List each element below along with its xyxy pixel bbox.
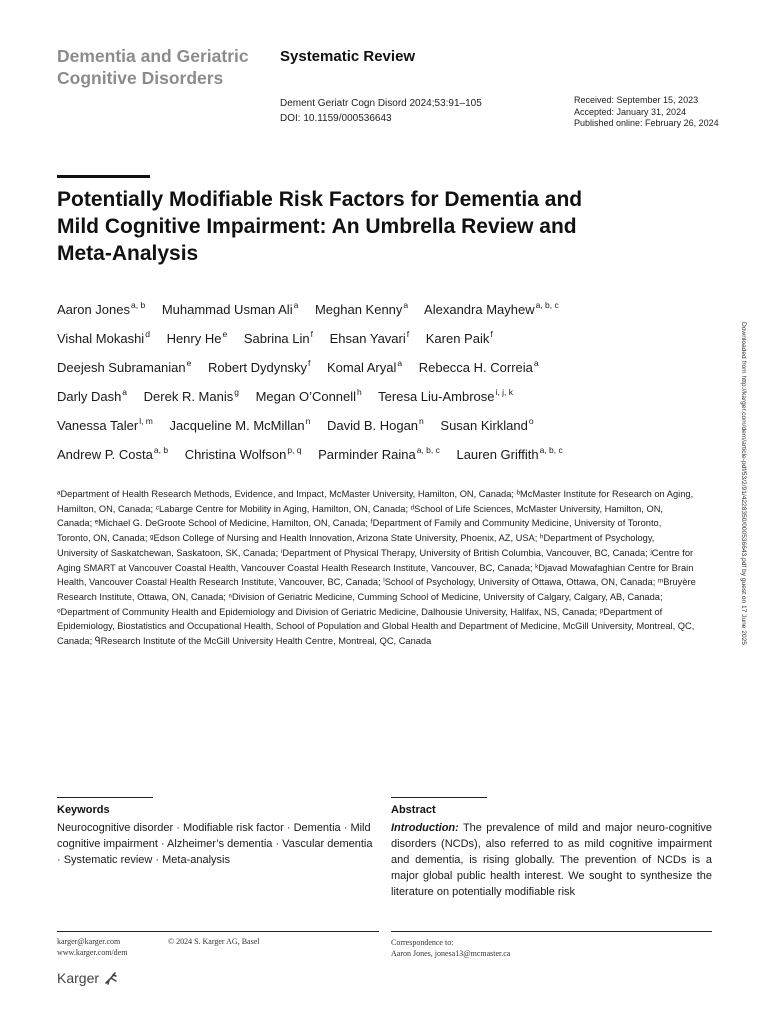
author-name: Deejesh Subramanian [57,360,186,375]
author-name: Derek R. Manis [143,389,234,404]
footer-correspondence [391,938,510,959]
author-item [170,418,311,433]
author-affiliation-marker: a, b, c [416,445,440,455]
author-name: Megan O’Connell [255,389,357,404]
author-item [57,302,145,317]
author-name: Lauren Griffith [456,447,539,462]
author-name: Rebecca H. Correia [418,360,533,375]
abstract-intro-text: The prevalence of mild and major neuro-cognitive disorders (NCDs), also referred to as mild cognitive impairment and dementia, is rising globally. The prevention of NCDs is a major global public health interest. We sought to synthesize the literature on potentially modifiable risk [391,822,712,898]
author-item [57,331,150,346]
doi[interactable]: DOI: 10.1159/000536643 [280,113,392,124]
author-name: Susan Kirkland [440,418,528,433]
accepted-date: Accepted: January 31, 2024 [574,106,687,117]
author-name: Aaron Jones [57,302,130,317]
author-name: Parminder Raina [318,447,416,462]
author-item [426,331,493,346]
author-name: Robert Dydynsky [208,360,307,375]
article-type: Systematic Review [280,48,416,65]
author-item [185,447,302,462]
abstract-text [391,820,712,900]
author-item [378,389,513,404]
author-affiliation-marker: e [186,358,192,368]
author-item [424,302,559,317]
author-item [256,389,362,404]
keywords-rule [57,797,153,798]
abstract-rule [391,797,487,798]
author-item [318,447,440,462]
author-name: Sabrina Lin [243,331,310,346]
side-download-note [741,322,753,722]
author-name: Vishal Mokashi [57,331,145,346]
author-affiliation-marker: f [310,329,313,339]
author-item [330,331,410,346]
author-affiliation-marker: a [533,358,539,368]
footer-rule-left [57,931,379,932]
side-download-text: Downloaded from http://karger.com/dem/article-pdf/53/2/91/4228350/000536643.pdf by guest on 17 June 2025 [740,322,747,645]
author-item [167,331,228,346]
author-affiliation-marker: f [406,329,410,339]
author-item [327,418,424,433]
author-affiliation-marker: a, b, c [539,445,563,455]
title-rule [57,175,150,178]
author-affiliation-marker: l, m [139,416,153,426]
author-affiliation-marker: a [293,300,299,310]
author-affiliation-marker: a [403,300,409,310]
author-affiliation-marker: n [419,416,424,426]
karger-logo-icon [104,970,118,986]
author-item [315,302,408,317]
author-affiliation-marker: a, b, c [535,300,559,310]
author-item [208,360,310,375]
publisher-name: Karger [57,969,100,986]
abstract-intro-label: Introduction: [391,822,459,834]
author-name: Darly Dash [57,389,122,404]
author-item [57,360,191,375]
author-affiliation-marker: d [145,329,150,339]
author-name: Andrew P. Costa [57,447,153,462]
author-item [144,389,239,404]
author-list [57,293,617,467]
footer-email[interactable]: karger@karger.com [57,937,121,946]
author-name: Karen Paik [425,331,490,346]
author-name: Christina Wolfson [184,447,287,462]
keywords-text: Neurocognitive disorder · Modifiable risk factor · Dementia · Mild cognitive impairment · Alzheimer’s dementia · Vascular dementia · Systematic review · Meta-analysis [57,822,373,866]
author-name: Ehsan Yavari [329,331,406,346]
author-affiliation-marker: g [234,387,239,397]
author-name: Vanessa Taler [57,418,139,433]
dates-block [574,95,719,130]
author-item [419,360,539,375]
keywords-heading: Keywords [57,804,110,816]
author-name: Teresa Liu-Ambrose [378,389,495,404]
author-affiliation-marker: p, q [287,445,302,455]
author-affiliation-marker: e [222,329,228,339]
author-name: Alexandra Mayhew [424,302,535,317]
author-item [162,302,299,317]
author-item [57,447,168,462]
author-item [440,418,533,433]
author-item [244,331,313,346]
author-affiliation-marker: f [490,329,493,339]
footer-website[interactable]: www.karger.com/dem [57,947,128,957]
author-item [327,360,402,375]
abstract-heading: Abstract [391,804,436,816]
author-item [57,389,127,404]
author-name: Henry He [166,331,222,346]
correspondence-contact: Aaron Jones, jonesa13@mcmaster.ca [391,948,511,958]
author-affiliation-marker: a, b [153,445,169,455]
author-affiliation-marker: a [122,387,128,397]
author-item [456,447,562,462]
author-name: Muhammad Usman Ali [161,302,293,317]
published-date: Published online: February 26, 2024 [574,118,719,128]
citation: Dement Geriatr Cogn Disord 2024;53:91–105 [280,98,482,109]
author-name: Komal Aryal [326,360,397,375]
author-affiliation-marker: f [307,358,311,368]
citation-block [280,96,482,126]
author-name: Meghan Kenny [314,302,403,317]
author-name: Jacqueline M. McMillan [169,418,305,433]
journal-name: Dementia and Geriatric Cognitive Disorders [57,46,249,88]
author-affiliation-marker: o [528,416,534,426]
publisher-logo [57,969,118,991]
footer-copyright: © 2024 S. Karger AG, Basel [168,937,260,946]
author-name: David B. Hogan [326,418,419,433]
author-affiliation-marker: a [397,358,403,368]
author-affiliation-marker: h [357,387,362,397]
author-item [57,418,153,433]
footer-contact [57,937,127,958]
article-title: Potentially Modifiable Risk Factors for Dementia and Mild Cognitive Impairment: An Umbrella Review and Meta-Analysis [57,188,583,265]
affiliations: ᵃDepartment of Health Research Methods, Evidence, and Impact, McMaster University, Hamilton, ON, Canada; ᵇMcMaster Institute for Research on Aging, Hamilton, ON, Canada; ᶜLabarge Centre for Mobility in Aging, Hamilton, ON, Canada; ᵈSchool of Life Sciences, McMaster University, Hamilton, ON, Canada; ᵉMichael G. DeGroote School of Medicine, Hamilton, ON, Canada; ᶠDepartment of Family and Community Medicine, University of Toronto, Toronto, ON, Canada; ᵍEdson College of Nursing and Health Innovation, Arizona State University, Phoenix, AZ, USA; ʰDepartment of Psychology, University of Saskatchewan, Saskatoon, SK, Canada; ⁱDepartment of Physical Therapy, University of British Columbia, Vancouver, BC, Canada; ʲCentre for Aging SMART at Vancouver Coastal Health, Vancouver Coastal Health Research Institute, Vancouver, BC, Canada; ᵏDjavad Mowafaghian Centre for Brain Health, Vancouver Coastal Health Research Institute, Vancouver, BC, Canada; ˡSchool of Psychology, University of Ottawa, Ottawa, ON, Canada; ᵐBruyère Research Institute, Ottawa, ON, Canada; ⁿDivision of Geriatric Medicine, Cumming School of Medicine, University of Calgary, Calgary, AB, Canada; ᵒDepartment of Community Health and Epidemiology and Division of Geriatric Medicine, Dalhousie University, Halifax, NS, Canada; ᵖDepartment of Epidemiology, Biostatistics and Occupational Health, School of Population and Global Health and Department of Medicine, McGill University, Montreal, QC, Canada; ᑫResearch Institute of the McGill University Health Centre, Montreal, QC, Canada [57,489,696,647]
correspondence-label: Correspondence to: [391,938,454,947]
author-affiliation-marker: i, j, k [495,387,513,397]
received-date: Received: September 15, 2023 [574,95,699,105]
footer-rule-right [391,931,712,932]
author-affiliation-marker: n [305,416,311,426]
author-affiliation-marker: a, b [131,300,146,310]
